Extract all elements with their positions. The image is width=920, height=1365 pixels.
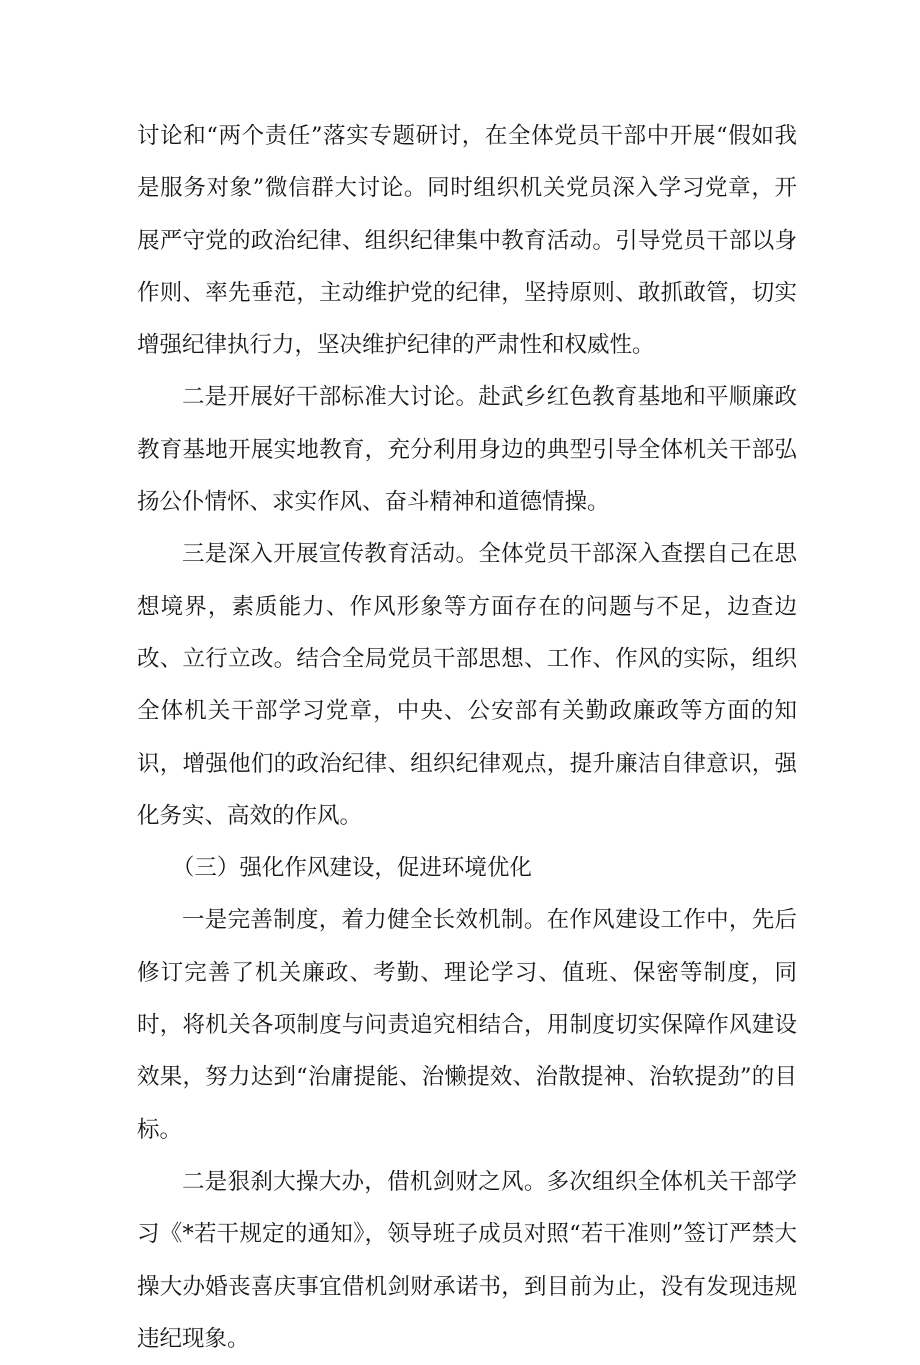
paragraph-cadre-standard-discussion: 二是开展好干部标准大讨论。赴武乡红色教育基地和平顺廉政教育基地开展实地教育，充分利用身边的典型引导全体机关干部弘扬公仆情怀、求实作风、奋斗精神和道德情操。 <box>137 384 797 516</box>
paragraph-improve-system: 一是完善制度，着力健全长效机制。在作风建设工作中，先后修订完善了机关廉政、考勤、理论学习、值班、保密等制度，同时，将机关各项制度与问责追究相结合，用制度切实保障作风建设效果，努力达到“治庸提能、治懒提效、治散提神、治软提劲”的目标。 <box>137 907 797 1143</box>
paragraph-publicity-education: 三是深入开展宣传教育活动。全体党员干部深入查摆自己在思想境界，素质能力、作风形象等方面存在的问题与不足，边查边改、立行立改。结合全局党员干部思想、工作、作风的实际，组织全体机关干部学习党章，中央、公安部有关勤政廉政等方面的知识，增强他们的政治纪律、组织纪律观点，提升廉洁自律意识，强化务实、高效的作风。 <box>137 541 797 829</box>
paragraph-curb-extravagance: 二是狠刹大操大办，借机剑财之风。多次组织全体机关干部学习《*若干规定的通知》，领导班子成员对照“若干准则”签订严禁大操大办婚丧喜庆事宜借机剑财承诺书，到目前为止，没有发现违规违纪现象。 <box>137 1168 797 1352</box>
document-body <box>137 110 797 1365</box>
paragraph-continued: 讨论和“两个责任”落实专题研讨，在全体党员干部中开展“假如我是服务对象”微信群大讨论。同时组织机关党员深入学习党章，开展严守党的政治纪律、组织纪律集中教育活动。引导党员干部以身作则、率先垂范，主动维护党的纪律，坚持原则、敢抓敢管，切实增强纪律执行力，坚决维护纪律的严肃性和权威性。 <box>137 123 797 359</box>
section-heading: （三）强化作风建设，促进环境优化 <box>171 855 532 882</box>
